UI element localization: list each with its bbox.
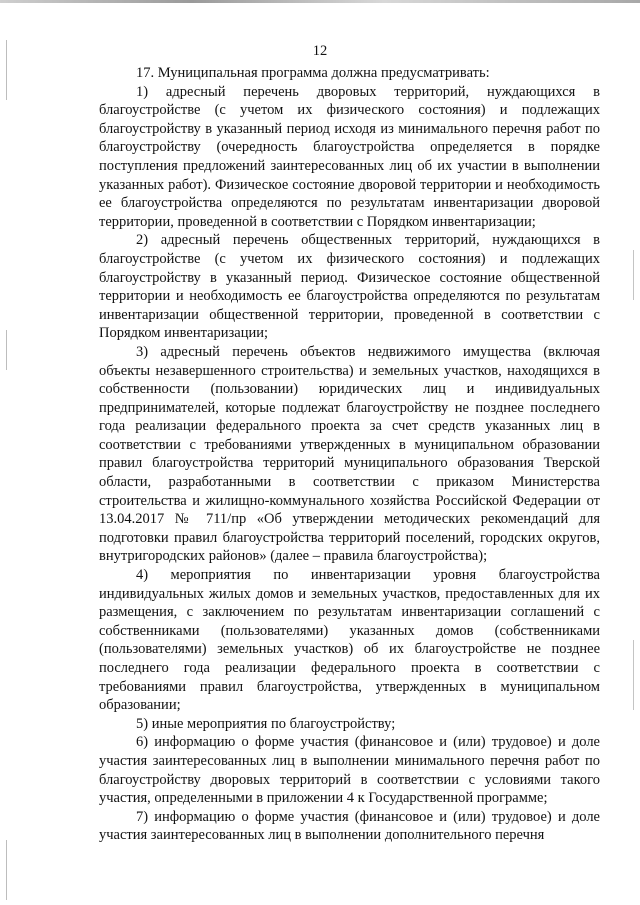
list-item-2: 2) адресный перечень общественных территорий, нуждающихся в благоустройстве (с учетом их физического состояния) и подлежащих благоустройству в указанный период. Физическое состояние общественной территории и необходимость ее благоустройства определяются по результатам инвентаризации общественной территории, проведенной в соответствии с Порядком инвентаризации; bbox=[99, 232, 600, 342]
page-number: 12 bbox=[312, 43, 328, 59]
list-item-5: 5) иные мероприятия по благоустройству; bbox=[136, 715, 396, 732]
list-item-4: 4) мероприятия по инвентаризации уровня благоустройства индивидуальных жилых домов и земельных участков, предоставленных для их размещения, с заключением по результатам инвентаризации соглашений с собственниками (пользователями) указанных домов (собственниками (пользователями) земельных участков) об их благоустройстве не позднее последнего года реализации федерального проекта в соответствии с требованиями правил благоустройства, утвержденных в муниципальном образовании; bbox=[99, 567, 600, 714]
document-body bbox=[99, 64, 600, 845]
scan-edge-left bbox=[6, 840, 7, 900]
scan-edge-left bbox=[6, 330, 7, 370]
section-heading: 17. Муниципальная программа должна предусматривать: bbox=[136, 65, 490, 81]
scan-edge-right bbox=[633, 250, 634, 300]
scan-edge-right bbox=[633, 640, 634, 710]
list-item-3: 3) адресный перечень объектов недвижимого имущества (включая объекты незавершенного строительства) и земельных участков, находящихся в собственности (пользовании) юридических лиц и индивидуальных предпринимателей, которые подлежат благоустройству не позднее последнего года реализации федерального проекта за счет средств указанных лиц в соответствии с требованиями утвержденных в муниципальном образовании правил благоустройства территорий муниципального образования Тверской области, разработанными в соответствии с приказом Министерства строительства и жилищно-коммунального хозяйства Российской Федерации от 13.04.2017 № 711/пр «Об утверждении методических рекомендаций для подготовки правил благоустройства территорий поселений, городских округов, внутригородских районов» (далее – правила благоустройства); bbox=[99, 343, 600, 565]
list-item-1: 1) адресный перечень дворовых территорий, нуждающихся в благоустройстве (с учетом их физического состояния) и подлежащих благоустройству в указанный период исходя из минимального перечня работ по благоустройству (очередность благоустройства определяется в порядке поступления предложений заинтересованных лиц об их участии в выполнении указанных работ). Физическое состояние дворовой территории и необходимость ее благоустройства определяются по результатам инвентаризации дворовой территории, проведенной в соответствии с Порядком инвентаризации; bbox=[99, 83, 600, 230]
list-item-7: 7) информацию о форме участия (финансовое и (или) трудовое) и доле участия заинтересованных лиц в выполнении дополнительного перечня bbox=[99, 808, 600, 844]
scan-edge-top bbox=[0, 0, 640, 3]
list-item-6: 6) информацию о форме участия (финансовое и (или) трудовое) и доле участия заинтересованных лиц в выполнении минимального перечня работ по благоустройству дворовых территорий в соответствии с условиями такого участия, определенными в приложении 4 к Государственной программе; bbox=[99, 734, 600, 807]
